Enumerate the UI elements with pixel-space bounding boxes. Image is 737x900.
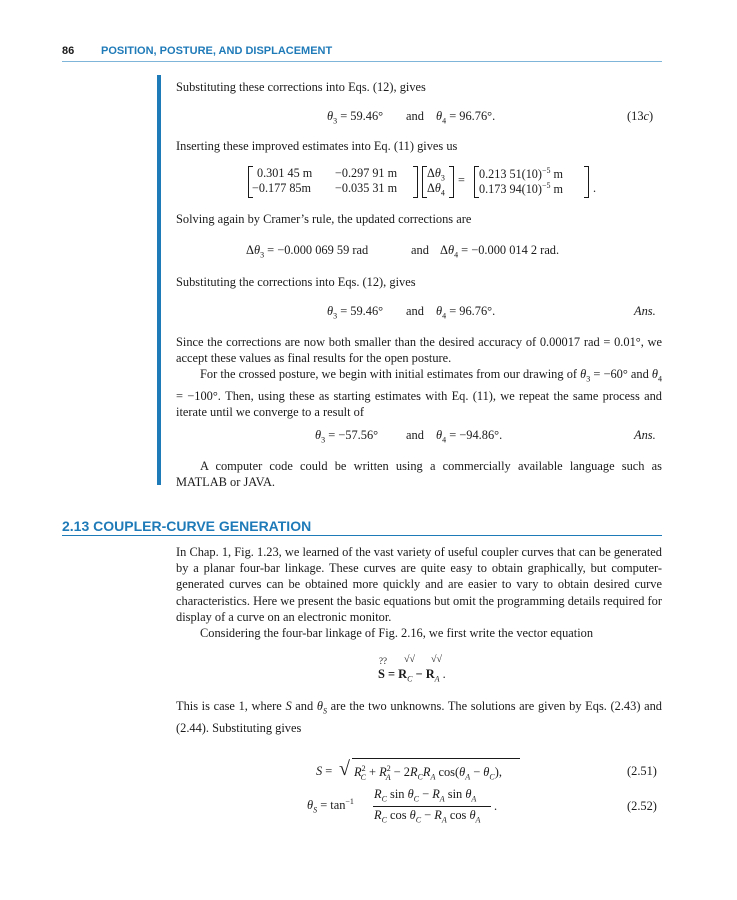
correction-and: and (411, 243, 429, 257)
ans2-and: and (406, 428, 424, 442)
vector-b-right-bracket (584, 166, 589, 198)
matrix-a22: −0.035 31 m (335, 181, 398, 195)
ans2-label: Ans. (634, 428, 656, 442)
ans2-theta3: $\theta_3 = -57.56^\circ$ (315, 428, 379, 445)
eq13c-theta3: $\theta_3 = 59.46^\circ$ (327, 109, 384, 126)
section-paragraph-1: In Chap. 1, Fig. 1.23, we learned of the vast variety of useful coupler curves that can be generated by a planar four-bar linkage. These curves are quite easy to obtain graphically, but computer-generated curves can be obtained more quickly and are easier to vary to obtain desired curve characteristics. Here we present the basic equations but omit the programming details required for display of a curve on an electronic monitor. (176, 545, 662, 624)
ans1-label: Ans. (634, 304, 656, 318)
eq251-lhs: S = (316, 764, 333, 778)
vector-x1: $\Delta\theta_3$ (427, 166, 445, 183)
section-heading: 2.13 COUPLER-CURVE GENERATION (62, 518, 312, 534)
matrix-equals: = (458, 173, 465, 187)
paragraph-1: Substituting these corrections into Eqs. (12), gives (176, 80, 426, 94)
matrix-period: . (593, 181, 597, 195)
ans1-theta4: $\theta_4 = 96.76^\circ$. (436, 304, 496, 321)
eq252-period: . (494, 799, 498, 813)
ans1-theta3: $\theta_3 = 59.46^\circ$ (327, 304, 384, 321)
page-number: 86 (62, 45, 75, 57)
correction-d4: $\Delta\theta_4 = -0.000$ 014 2 rad. (440, 243, 560, 260)
ans1-and: and (406, 304, 424, 318)
matrix-a11: 0.301 45 m (257, 166, 313, 180)
section-paragraph-2: Considering the four-bar linkage of Fig. 2.16, we first write the vector equation (200, 626, 594, 640)
vector-b1: 0.213 $51(10)^{-5}$ m (479, 166, 564, 182)
matrix-a12: −0.297 91 m (335, 166, 398, 180)
vector-marks-a: √√ (431, 654, 442, 665)
paragraph-7: A computer code could be written using a commercially available language such as MATLAB or JAVA. (176, 459, 662, 490)
eq251-body: $R^2_C + R^2_A - 2R_CR_A$ $\cos(\theta_A - \theta_C)$, (354, 764, 502, 782)
sqrt-vinculum (352, 758, 520, 759)
running-title: POSITION, POSTURE, AND DISPLACEMENT (101, 45, 333, 57)
matrix-a21: −0.177 85m (252, 181, 312, 195)
vector-x2: $\Delta\theta_4$ (427, 181, 445, 198)
paragraph-6: For the crossed posture, we begin with initial estimates from our drawing of $\theta_3 = -60^\circ$ and $\theta_4 = -100^\circ$. Then, using these as starting estimates with Eq. (11), we repeat the same process and iterate until we converge to a result of (176, 367, 663, 419)
eq251-number: (2.51) (627, 764, 657, 778)
eq13c-number: (13c) (627, 109, 654, 123)
section-rule (62, 535, 662, 536)
eq252-numerator: $R_C$ $\sin \theta_C - R_A$ $\sin \theta_A$ (374, 787, 477, 804)
correction-d3: $\Delta\theta_3 = -0.000$ 069 59 rad (246, 243, 369, 260)
paragraph-2: Inserting these improved estimates into Eq. (11) gives us (176, 139, 458, 153)
vector-b2: 0.173 $94(10)^{-5}$ m (479, 181, 564, 197)
eq252-fraction-bar (373, 806, 491, 807)
eq252-number: (2.52) (627, 799, 657, 813)
paragraph-3: Solving again by Cramer’s rule, the updated corrections are (176, 212, 472, 226)
eq13c-and: and (406, 109, 424, 123)
vector-marks-c: √√ (404, 654, 415, 665)
ans2-theta4: $\theta_4 = -94.86^\circ$. (436, 428, 503, 445)
vector-marks-s: ?? (379, 656, 387, 666)
vector-equation: $S = R_C - R_A$ . (378, 667, 446, 684)
eq13c-theta4: $\theta_4 = 96.76^\circ$. (436, 109, 496, 126)
vector-x-right-bracket (449, 166, 454, 198)
margin-change-bar (157, 75, 161, 485)
eq252-lhs: $\theta_S = \tan^{-1}$ (307, 797, 354, 815)
paragraph-5: Since the corrections are now both smaller than the desired accuracy of 0.00017 rad = 0.01°, we accept these values as final results for the open posture. (176, 335, 662, 366)
sqrt-sign: √ (339, 758, 350, 780)
matrix-a-right-bracket (413, 166, 418, 198)
paragraph-4: Substituting the corrections into Eqs. (12), gives (176, 275, 416, 289)
section-paragraph-3: This is case 1, where S and $\theta_S$ are the two unknowns. The solutions are given by Eqs. (2.43) and (2.44). Substituting gives (176, 699, 662, 735)
eq252-denominator: $R_C$ $\cos \theta_C - R_A$ $\cos \theta_A$ (374, 808, 481, 825)
header-rule (62, 61, 662, 62)
